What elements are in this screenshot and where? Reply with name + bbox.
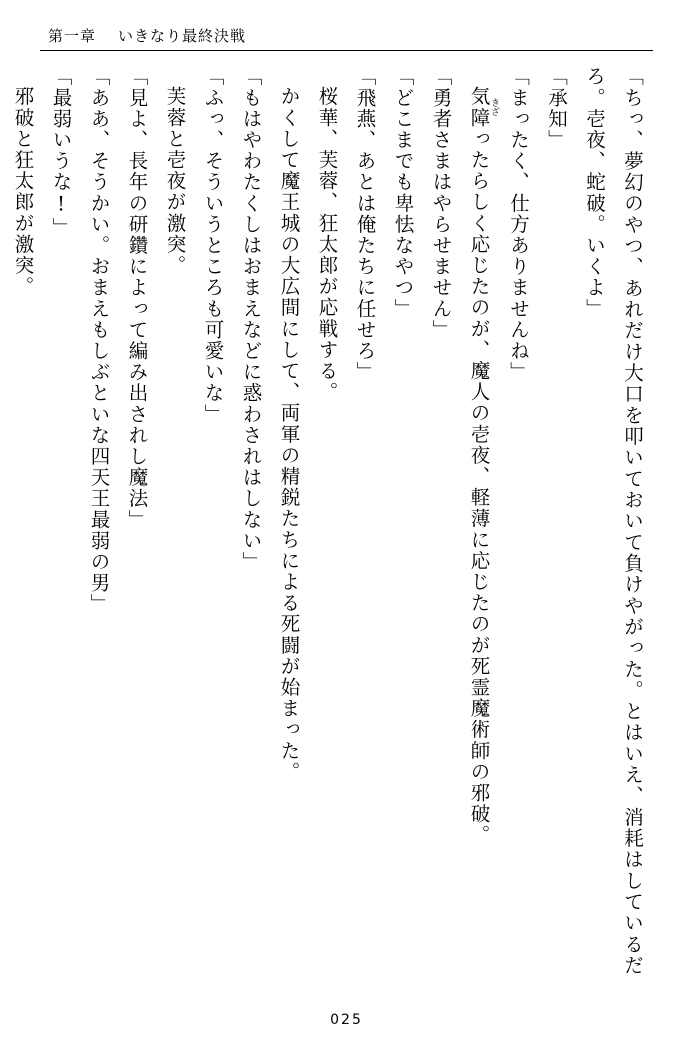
paragraph: 芙蓉と壱夜が激突。 (163, 85, 187, 276)
paragraph: 「ああ、そうかい。おまえもしぶといな四天王最弱の男」 (87, 66, 111, 615)
paragraph: 「ちっ、夢幻のやつ、あれだけ大口を叩いておいて負けやがった。とはいえ、消耗はしているだろ。壱夜、蛇破。いくよ」 (583, 66, 644, 976)
ruby-text: きざ (489, 85, 499, 128)
page-number: 025 (330, 1012, 363, 1028)
paragraph: 「まったく、仕方ありませんね」 (507, 66, 530, 383)
paragraph-with-ruby (460, 66, 500, 976)
paragraph: 「飛燕、あとは俺たちに任せろ」 (353, 66, 377, 383)
paragraph: 「どこまでも卑怯なやつ」 (391, 66, 415, 320)
ruby-kiza (467, 85, 499, 128)
chapter-number: 第一章 (48, 26, 97, 45)
paragraph: 「最弱いうな!」 (49, 66, 73, 239)
paragraph: 「見よ、長年の研鑽によって編み出されし魔法」 (125, 66, 149, 531)
paragraph-rest: ったらしく応じたのが、魔人の壱夜、軽薄に応じたのが死霊魔術師の邪破。 (467, 127, 491, 846)
paragraph: 「勇者さまはやらせません」 (429, 66, 453, 341)
paragraph: 「承知」 (545, 66, 568, 151)
ruby-base: 気障 (467, 85, 491, 128)
running-head (48, 18, 645, 52)
vertical-text-block (4, 66, 652, 976)
paragraph: 桜華、芙蓉、狂太郎が応戦する。 (315, 85, 339, 402)
paragraph: 邪破と狂太郎が激突。 (11, 85, 35, 297)
paragraph: 「ふっ、そういうところも可愛いな」 (201, 66, 225, 425)
paragraph: かくして魔王城の大広間にして、両軍の精鋭たちによる死闘が始まった。 (277, 85, 301, 782)
body-text-area (11, 66, 651, 981)
chapter-title: いきなり最終決戦 (118, 26, 247, 45)
paragraph: 「もはやわたくしはおまえなどに惑わされはしない」 (239, 66, 263, 573)
header-divider (40, 50, 653, 51)
